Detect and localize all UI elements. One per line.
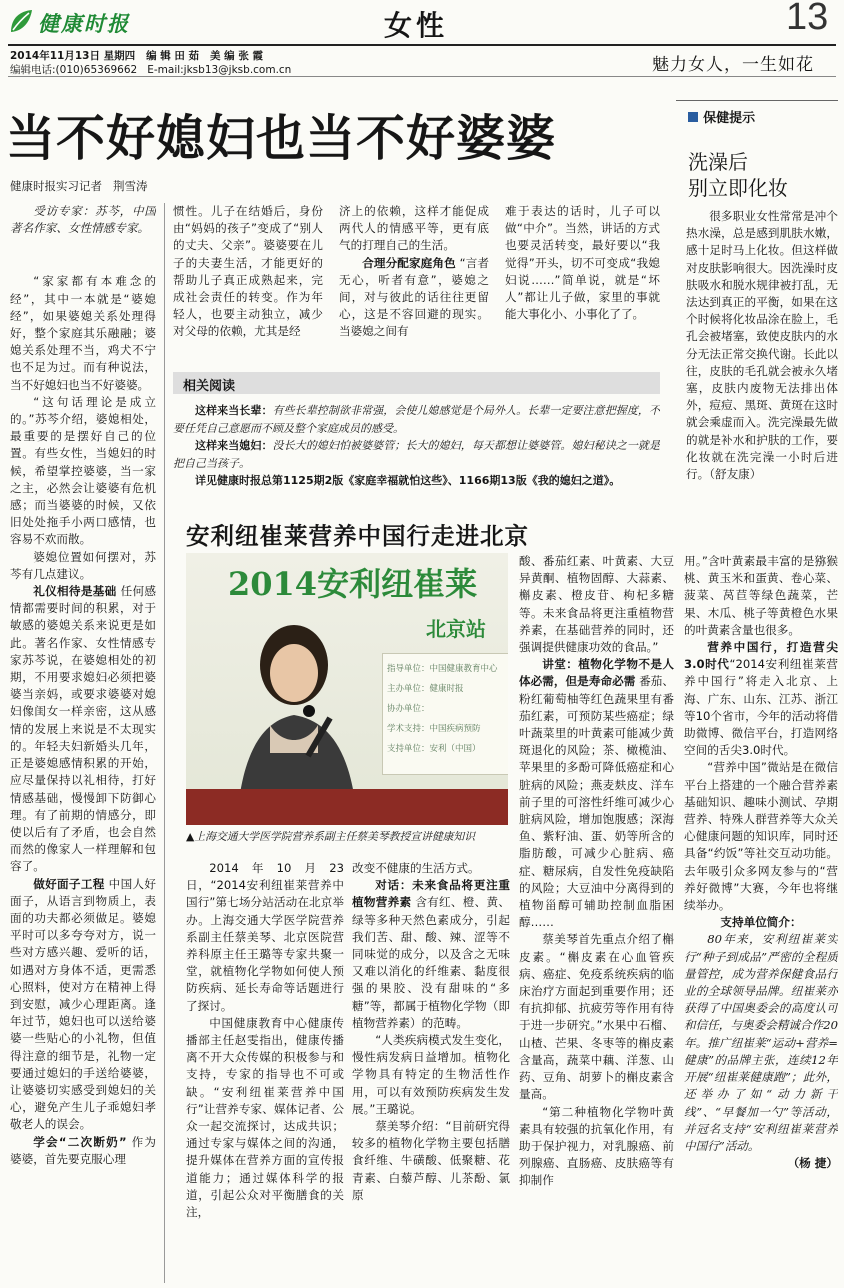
masthead [0, 0, 844, 76]
paragraph: 中国健康教育中心健康传播部主任赵雯指出，健康传播离不开大众传媒的积极参与和支持，专家的指导也不可或缺。“安利纽崔莱营养中国行”让营养专家、媒体记者、公众一起交流探讨，达成共识；通过专家与媒体之间的沟通，提升媒体在营养方面的宣传报道能力；通过媒体科学的报道，引起公众对平衡膳食的关注， [186, 1015, 344, 1220]
byline: 健康时报实习记者 荆雪涛 [10, 179, 148, 193]
paragraph: 作为婆婆，首先要克服心理 [10, 1134, 156, 1166]
subhead: 对话：未来食品将更注重植物营养素 [352, 878, 510, 910]
paragraph: “2014安利纽崔莱营养中国行”将走入北京、上海、广东、山东、江苏、浙江等10个省市，今年的活动将借助微博、微信平台，打造网络空间的舌尖3.0时代。 [684, 657, 838, 758]
subhead: 支持单位简介： [720, 915, 802, 930]
board-line: 学术支持：中国疾病预防 [387, 724, 481, 734]
logo [8, 8, 158, 38]
related-text: 有些长辈控制欲非常强，会使儿媳感觉是个局外人。长辈一定要注意把握度，不要任凭自己意愿而不顾及整个家庭成员的感受。 [173, 404, 660, 435]
date-line: 2014年11月13日 星期四 编 辑 田 茹 美 编 张 霞 [10, 50, 263, 62]
related-label: 相关阅读 [183, 379, 236, 394]
related-body [173, 402, 660, 508]
paragraph: 蔡美琴首先重点介绍了槲皮素。“槲皮素在心血管疾病、癌症、免疫系统疾病的临床治疗方面起到重要作用；还有抗抑郁、抗疲劳等作用有待于进一步研究。”水果中石榴、山楂、芒果、冬枣等的槲皮素含量高，蔬菜中藕、洋葱、山药、豆角、胡萝卜的槲皮素含量高。 [519, 932, 674, 1102]
lead-column-4 [505, 203, 660, 363]
related-reference: 详见健康时报总第1125期2版《家庭幸福就怕这些》、1166期13版《我的媳妇之道》。 [195, 474, 621, 487]
related-title: 这样来当长辈： [195, 404, 273, 417]
sidebar-body [686, 208, 838, 508]
paragraph: 济上的依赖，这样才能促成两代人的情感平等，更有底气的打理自己的生活。 [339, 204, 489, 253]
paragraph: 中国人好面子，从语言到物质上，表面的功夫都必须做足。婆媳平时可以多夸夸对方，说一些对方感兴趣、爱听的话，如遇对方身体不适，更需悉心照料，使对方在精神上得到安慰，减少心理距离。逢年过节，媳妇也可以送给婆婆一些贴心的小礼物，但值得注意的细节是，礼物一定要通过媳妇的手送给婆婆，让婆婆切实感受到媳妇的关心，避免产生儿子乖媳妇孝敬老人的误会。 [10, 876, 156, 1132]
page-number: 13 [786, 0, 829, 38]
board-line: 指导单位：中国健康教育中心 [387, 664, 498, 674]
subhead: 合理分配家庭角色 [362, 255, 456, 270]
podium [186, 789, 508, 825]
related-reading-box [173, 372, 660, 508]
board-line: 协办单位： [387, 704, 430, 714]
paragraph: 用。”含叶黄素最丰富的是猕猴桃、黄玉米和蛋黄、卷心菜、菠菜、莴苣等绿色蔬菜，芒果、木瓜、桃子等黄橙色水果的叶黄素含量也很多。 [684, 554, 838, 637]
board-line: 主办单位：健康时报 [387, 684, 464, 694]
section-title: 女性 [384, 9, 449, 42]
paragraph: 2014年10月23日，“2014安利纽崔莱营养中国行”第七场分站活动在北京举办。上海交通大学医学院营养系副主任蔡美琴、北京医院营养科原主任王璐等专家共聚一堂，就植物化学物如何使人预防疾病、延长寿命等话题进行了探讨。 [186, 861, 344, 1013]
event-photo [186, 553, 508, 825]
paragraph: 难于表达的话时，儿子可以做“中介”。当然，讲话的方式也要灵活转变，最好要以“我觉得”开头，切不可变成“我媳妇说……”简单说，就是“坏人”都让儿子做，家里的事就能大事化小、小事化了了。 [505, 204, 660, 322]
column-divider [164, 203, 165, 1283]
related-title: 这样来当媳妇： [195, 439, 273, 452]
photo-banner-text: 2014安利纽崔莱 [228, 565, 478, 603]
paragraph: 80年来，安利纽崔莱实行“种子到成品”严密的全程质量管控，成为营养保健食品行业的全球领导品牌。纽崔莱亦获得了中国奥委会的高度认可和信任，与奥委会精诚合作20年。推广纽崔莱“运动+营养=健康”的品牌主张，连续12年开展“纽崔莱健康跑”；此外，还举办了如“动力新干线”、“早餐加一勺”等活动，并冠名支持“安利纽崔莱营养中国行”活动。 [684, 932, 838, 1153]
paragraph: 改变不健康的生活方式。 [352, 861, 480, 875]
article2-headline: 安利纽崔莱营养中国行走进北京 [186, 522, 529, 550]
subhead: 做好面子工程 [33, 876, 105, 891]
paragraph: 任何感情都需要时间的积累，对于敏感的婆媳关系来说更是如此。著名作家、女性情感专家苏芩说，在婆媳相处的初期，不用要求媳妇必须把婆婆当亲妈，或要求婆婆对媳妇像闺女一样亲密，这从感情的发展上来说是不太现实的。年轻夫妇新婚头几年，正是婆媳感情积累的开始，应尽量保持以礼相待，打好情感基础，慢慢卸下防御心理。有了前期的情感分，即使以后有了矛盾，也会自然而然的像家人一样理解和包容了。 [10, 584, 156, 874]
square-bullet-icon [688, 112, 698, 122]
health-tip-sidebar [676, 100, 838, 510]
subhead: 礼仪相待是基础 [33, 584, 117, 599]
board-line: 支持单位：安利（中国） [387, 744, 481, 754]
paragraph: 惯性。儿子在结婚后，身份由“妈妈的孩子”变成了“别人的丈夫、父亲”。婆婆要在儿子的夫妻生活，才能更好的帮助儿子真正成熟起来，完成社会责任的转变。作为年轻人，也要主动独立，减少对父母的依赖，尤其是经 [173, 204, 323, 339]
paragraph: 酸、番茄红素、叶黄素、大豆异黄酮、植物固醇、大蒜素、槲皮素、橙皮苷、枸杞多糖等。未来食品将更注重植物营养素，在基础营养的同时，还强调提供健康功效的食品。” [519, 554, 674, 655]
related-text: 没长大的媳妇怕被婆婆管；长大的媳妇，每天都想让婆婆管。媳妇秘诀之一就是把自己当孩子。 [173, 439, 660, 470]
masthead-rule [8, 44, 836, 46]
masthead-rule-bottom [8, 76, 836, 77]
paragraph: “言者无心，听者有意”，婆媳之间，对与彼此的话往往更留心，这是不容回避的现实。当婆媳之间有 [339, 255, 489, 339]
article2-column-3 [519, 553, 674, 1284]
sidebar-title-line-2: 别立即化妆 [688, 176, 788, 200]
logo-text: 健康时报 [38, 11, 130, 36]
article2-column-4 [684, 553, 838, 1284]
paragraph: 很多职业女性常常是冲个热水澡，总是感到肌肤水嫩，感十足时马上化妆。但这样做对皮肤影响很大。因洗澡时皮肤吸水和脱水规律被打乱，无法达到真正的平衡，如果在这个时候将化妆品涂在脸上，毛孔会被堵塞，致使皮肤内的水分无法正常交换代谢。长此以往，皮肤的毛孔就会被永久堵塞，皮肤内废物无法排出体外，痘痘、黑斑、黄斑在这时就会乘虚而入。洗完澡最先做的就是补水和护肤的工作，要化妆就在洗完澡一小时后进行。（舒友康） [686, 209, 838, 482]
article2-column-1 [186, 860, 344, 1284]
article2-column-2 [352, 860, 510, 1284]
related-label-bar [173, 372, 660, 394]
lead-headline: 当不好媳妇也当不好婆婆 [6, 109, 557, 167]
sidebar-label-row [688, 106, 755, 126]
lead-column-1 [10, 203, 156, 1288]
subhead: 学会“二次断奶” [33, 1134, 127, 1149]
contact-line: 编辑电话:(010)65369662 E-mail:jksb13@jksb.com.cn [10, 64, 292, 76]
paragraph: 番茄、粉红葡萄柚等红色蔬果里有番茄红素，可预防某些癌症；绿叶蔬菜里的叶黄素可能减少黄斑退化的风险；茶、橄榄油、苹果里的多酚可降低癌症和心脏病的风险；燕麦麸皮、洋车前子里的可溶性纤维可减少心脏病风险，增加饱腹感；深海鱼、紫籽油、蛋、奶等所含的脂肪酸，可减少心脏病、癌症、糖尿病，自发性免疫缺陷的风险；大豆油中分离得到的植物甾醇可辅助控制血脂困醇…… [519, 674, 674, 930]
photo-banner-subtext: 北京站 [426, 617, 486, 641]
paragraph: “家家都有本难念的经”，其中一本就是“婆媳经”，如果婆媳关系处理得好，整个家庭其乐融融；婆媳关系处理不当，鸡犬不宁也不足为过。而有种说法，当不好媳妇也当不好婆婆。 [10, 274, 156, 392]
sidebar-title-line-1: 洗澡后 [688, 150, 748, 174]
leaf-logo-icon [8, 8, 34, 36]
author-credit: （杨 捷） [787, 1156, 838, 1171]
sidebar-label: 保健提示 [703, 111, 756, 126]
paragraph: 婆媳位置如何摆对，苏芩有几点建议。 [10, 549, 156, 581]
sidebar-rule [676, 100, 838, 101]
paragraph: 蔡美琴介绍：“目前研究得较多的植物化学物主要包括膳食纤维、牛磺酸、低聚糖、花青素、白藜芦醇、儿茶酚、氯原 [352, 1119, 510, 1202]
paragraph: 含有红、橙、黄、绿等多种天然色素成分，引起我们苦、甜、酸、辣、涩等不同味觉的成分，以及含之无味又难以消化的纤维素、黏度很强的果胶、没有甜味的“多糖”等，都属于植物化学物（即植物营养素）的范畴。 [352, 895, 510, 1030]
lead-column-3 [339, 203, 489, 363]
lead-column-2 [173, 203, 323, 363]
subhead: 讲堂：植物化学物不是人体必需，但是寿命必需 [519, 657, 674, 689]
paragraph: “第二种植物化学物叶黄素具有较强的抗氧化作用，有助于保护视力，对乳腺癌、前列腺癌、直肠癌、皮肤癌等有抑制作 [519, 1104, 674, 1188]
paragraph: “这句话理论是成立的。”苏芩介绍，婆媳相处，最重要的是摆好自己的位置。有些女性，当媳妇的时候，希望掌控婆婆，当一家之主，必然会让婆婆有危机感；而当婆婆的时候，又依旧处处拖手小两口感情，也容易不欢而散。 [10, 394, 156, 547]
paragraph: “营养中国”微站是在微信平台上搭建的一个融合营养素基础知识、趣味小测试、孕期营养、特殊人群营养等大众关心健康问题的知识库，同时还具备“约饭”等社交互动功能。去年吸引众多网友参与的“营养好微博”大赛，今年也将继续举办。 [684, 760, 838, 913]
sponsor-board [382, 653, 508, 775]
subhead: 营养中国行，打造营尖3.0时代 [684, 640, 838, 672]
paragraph: “人类疾病模式发生变化，慢性病发病日益增加。植物化学物具有特定的生物活性作用，可以有效预防疾病发生发展。”王璐说。 [352, 1033, 510, 1116]
slogan: 魅力女人，一生如花 [652, 55, 814, 75]
expert-note: 受访专家：苏芩，中国著名作家、女性情感专家。 [10, 204, 156, 236]
photo-caption: ▲上海交通大学医学院营养系副主任蔡美琴教授宣讲健康知识 [186, 830, 476, 843]
